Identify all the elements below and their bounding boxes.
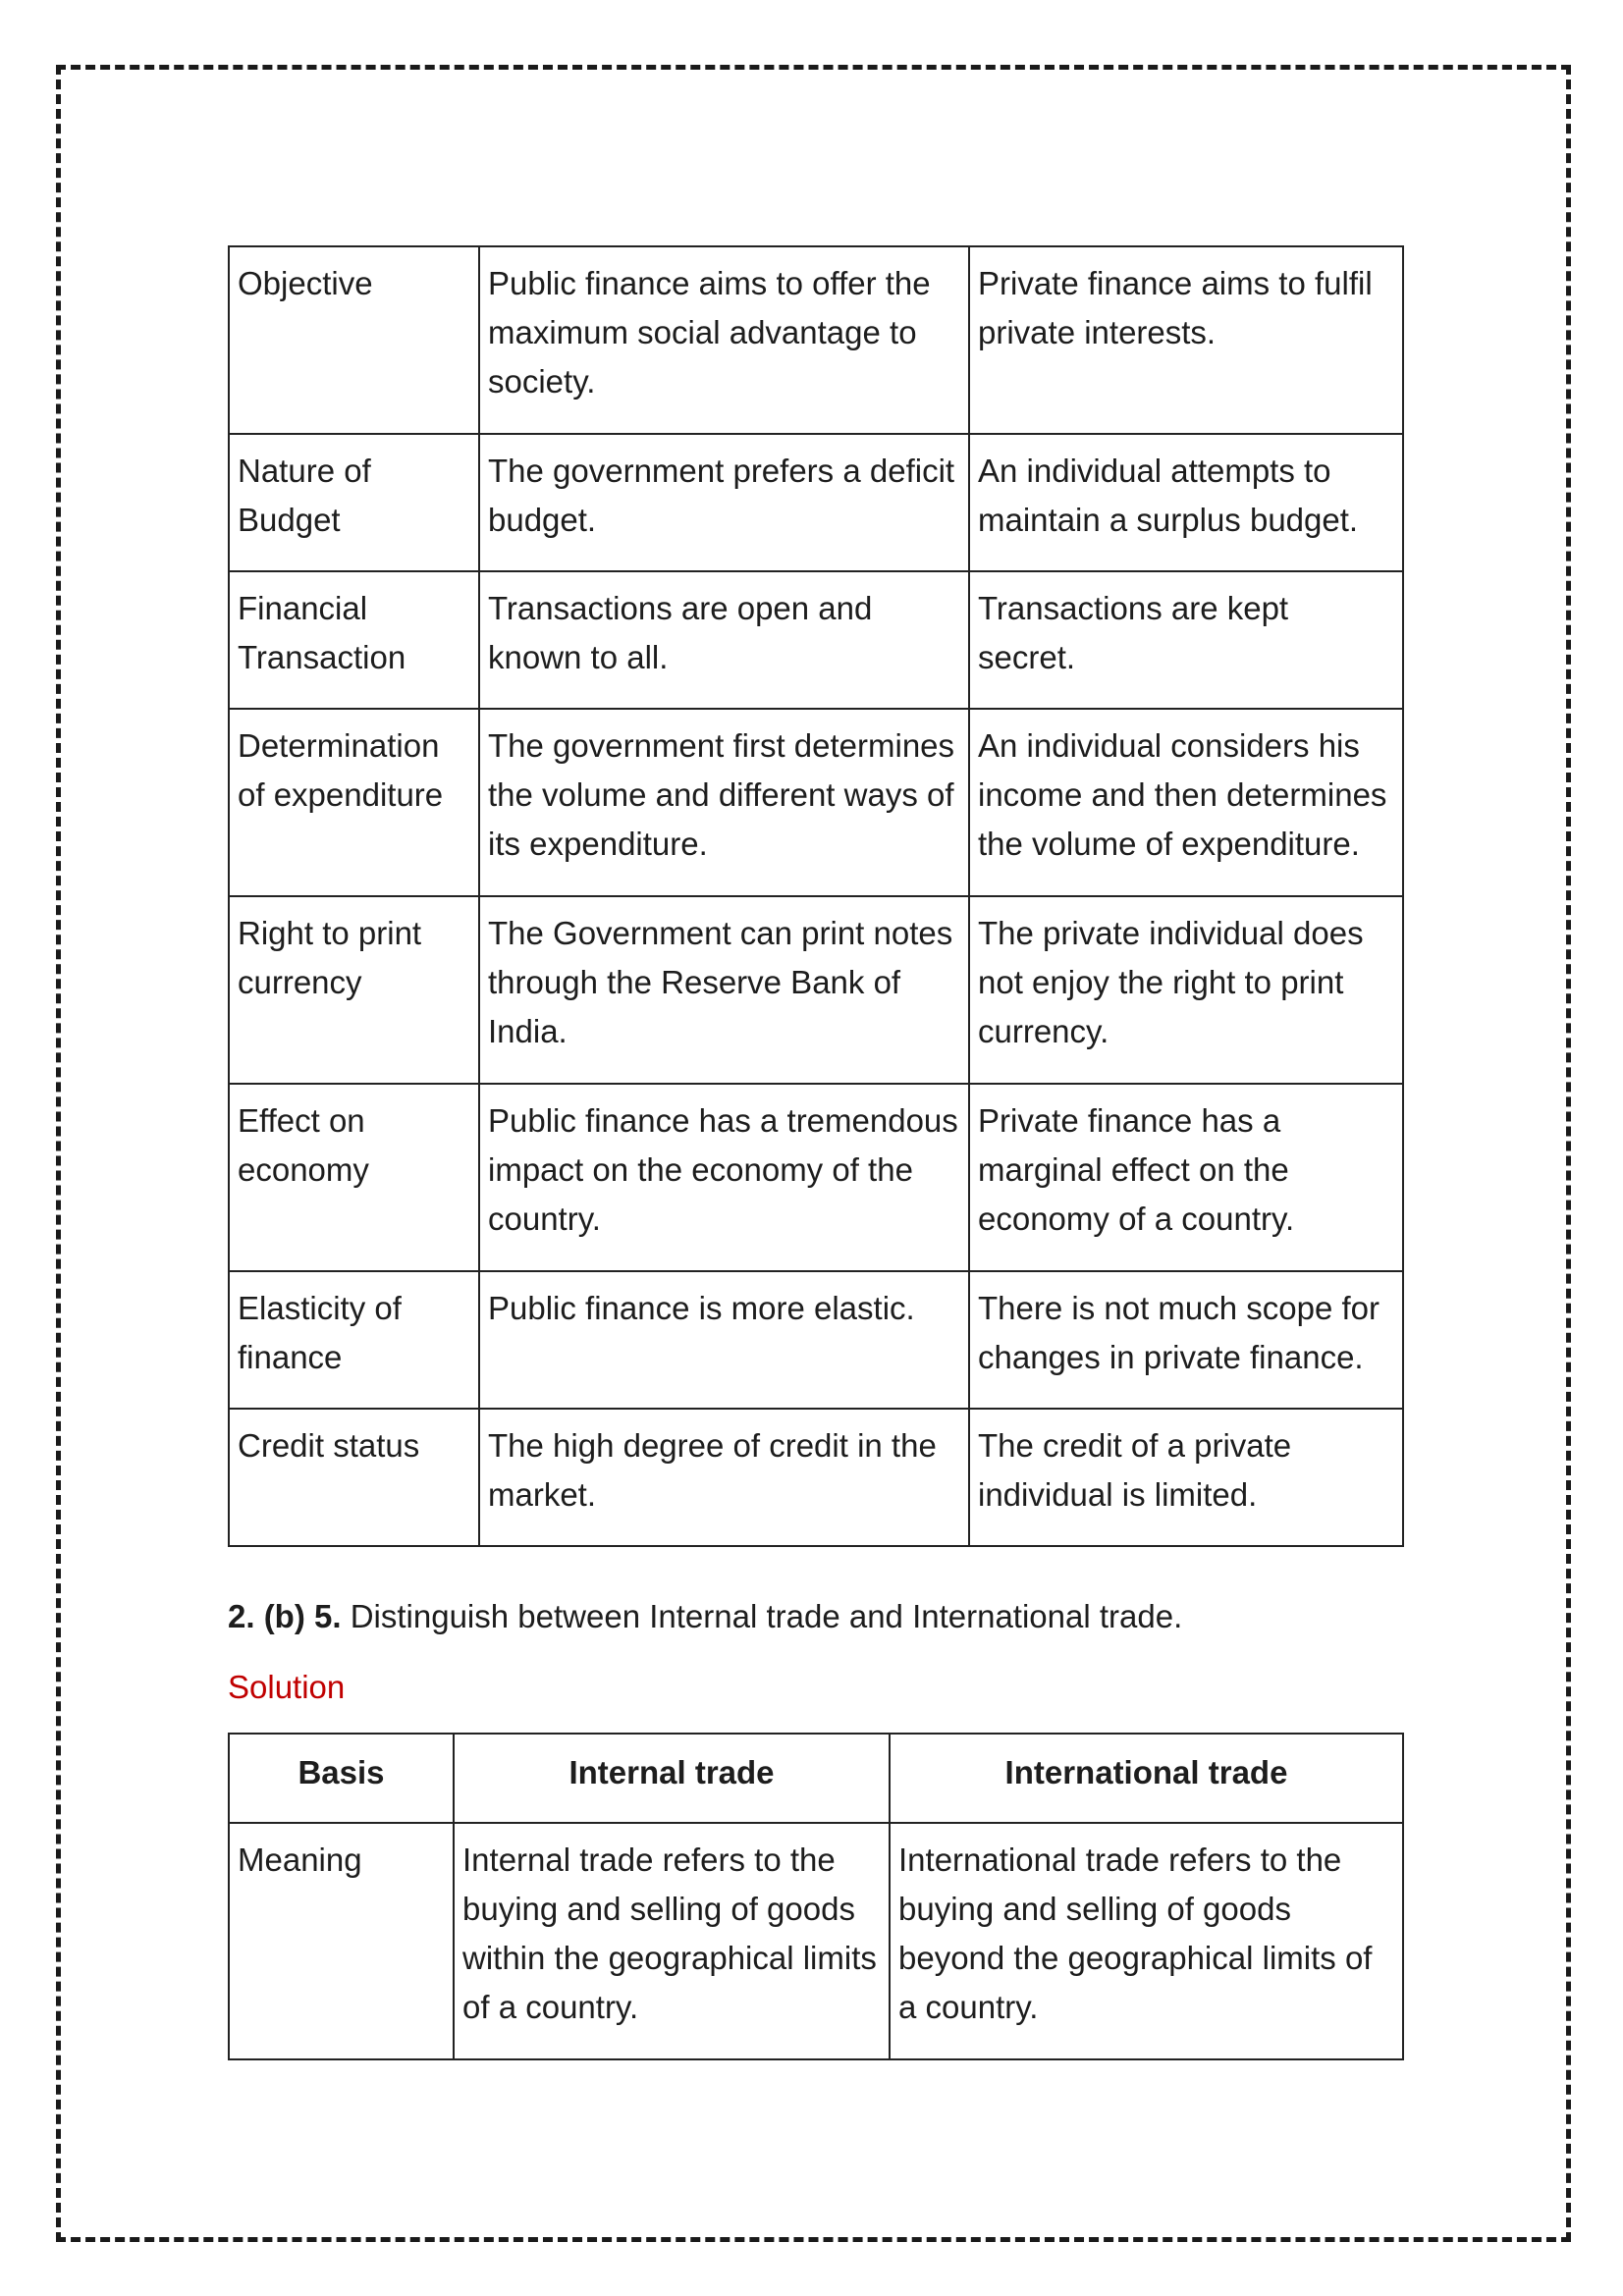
internal-vs-international-trade-table [228, 1733, 1404, 2060]
basis-cell: Nature of Budget [229, 434, 479, 571]
table-row [229, 1084, 1403, 1271]
basis-cell: Effect on economy [229, 1084, 479, 1271]
private-finance-cell: The credit of a private individual is limited. [969, 1409, 1403, 1546]
basis-cell: Meaning [229, 1823, 454, 2059]
public-finance-cell: Public finance has a tremendous impact on the economy of the country. [479, 1084, 969, 1271]
public-finance-cell: The government prefers a deficit budget. [479, 434, 969, 571]
basis-cell: Objective [229, 246, 479, 434]
basis-cell: Credit status [229, 1409, 479, 1546]
private-finance-cell: An individual considers his income and then determines the volume of expenditure. [969, 709, 1403, 896]
solution-label: Solution [228, 1669, 346, 1705]
table-row [229, 1271, 1403, 1409]
question-body: Distinguish between Internal trade and International trade. [350, 1598, 1183, 1634]
header-basis: Basis [229, 1734, 454, 1823]
basis-cell: Right to print currency [229, 896, 479, 1084]
table-row [229, 1823, 1403, 2059]
public-finance-cell: The Government can print notes through the Reserve Bank of India. [479, 896, 969, 1084]
public-finance-cell: The government first determines the volume and different ways of its expenditure. [479, 709, 969, 896]
public-vs-private-finance-table [228, 245, 1404, 1547]
table-row [229, 434, 1403, 571]
public-finance-cell: Public finance aims to offer the maximum social advantage to society. [479, 246, 969, 434]
public-finance-cell: Transactions are open and known to all. [479, 571, 969, 709]
internal-trade-cell: Internal trade refers to the buying and selling of goods within the geographical limits of a country. [454, 1823, 890, 2059]
private-finance-cell: Transactions are kept secret. [969, 571, 1403, 709]
table-header-row [229, 1734, 1403, 1823]
private-finance-cell: The private individual does not enjoy the right to print currency. [969, 896, 1403, 1084]
table-row [229, 1409, 1403, 1546]
table-row [229, 571, 1403, 709]
header-internal-trade: Internal trade [454, 1734, 890, 1823]
table-row [229, 896, 1403, 1084]
international-trade-cell: International trade refers to the buying and selling of goods beyond the geographical limits of a country. [890, 1823, 1403, 2059]
private-finance-cell: Private finance aims to fulfil private interests. [969, 246, 1403, 434]
public-finance-cell: Public finance is more elastic. [479, 1271, 969, 1409]
basis-cell: Determination of expenditure [229, 709, 479, 896]
header-international-trade: International trade [890, 1734, 1403, 1823]
basis-cell: Elasticity of finance [229, 1271, 479, 1409]
private-finance-cell: Private finance has a marginal effect on the economy of a country. [969, 1084, 1403, 1271]
private-finance-cell: There is not much scope for changes in private finance. [969, 1271, 1403, 1409]
table-row [229, 246, 1403, 434]
question-number: 2. (b) 5. [228, 1598, 342, 1634]
basis-cell: Financial Transaction [229, 571, 479, 709]
private-finance-cell: An individual attempts to maintain a surplus budget. [969, 434, 1403, 571]
public-finance-cell: The high degree of credit in the market. [479, 1409, 969, 1546]
question-text [228, 1592, 1182, 1641]
table-row [229, 709, 1403, 896]
